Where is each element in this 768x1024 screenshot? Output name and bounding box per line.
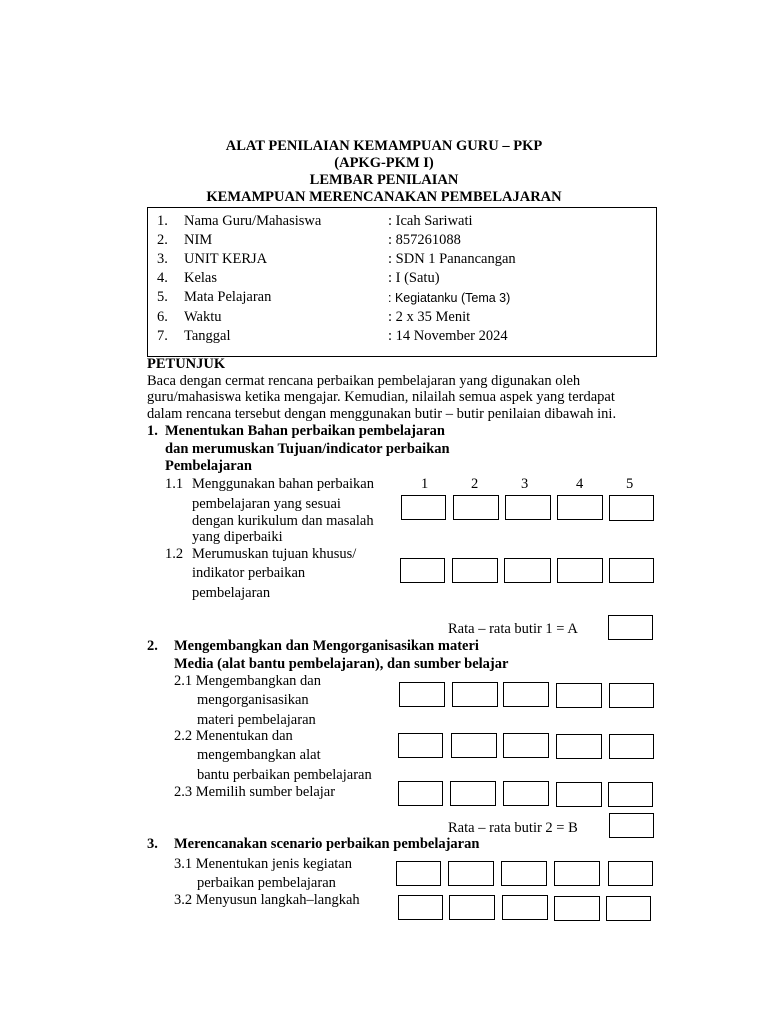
scale-label-1: 1 — [421, 476, 429, 492]
item-2-2-line1: 2.2 Menentukan dan — [174, 728, 293, 744]
item-1-2-line2: indikator perbaikan — [192, 565, 306, 581]
item-1-1-line1: Menggunakan bahan perbaikan — [192, 476, 374, 492]
score-box-2-2-4[interactable] — [556, 734, 602, 759]
score-box-1-2-5[interactable] — [609, 558, 654, 583]
score-box-2-1-5[interactable] — [609, 683, 654, 708]
identity-label-kelas: Kelas — [184, 270, 218, 286]
doc-title-line2: (APKG-PKM I) — [334, 155, 434, 171]
petunjuk-line-1: Baca dengan cermat rencana perbaikan pembelajaran yang digunakan oleh — [147, 373, 581, 389]
identity-label-mapel: Mata Pelajaran — [184, 289, 272, 305]
score-box-3-2-1[interactable] — [398, 895, 443, 920]
item-2-1-line3: materi pembelajaran — [197, 712, 316, 728]
average-label-1: Rata – rata butir 1 = A — [448, 621, 578, 637]
item-3-1-line2: perbaikan pembelajaran — [197, 875, 336, 891]
identity-num-1: 1. — [157, 213, 168, 229]
scale-label-3: 3 — [521, 476, 529, 492]
identity-num-3: 3. — [157, 251, 168, 267]
average-box-1[interactable] — [608, 615, 653, 640]
score-box-3-2-3[interactable] — [502, 895, 548, 920]
item-1-1-number: 1.1 — [165, 476, 184, 492]
score-box-2-2-3[interactable] — [503, 733, 549, 758]
score-box-3-1-3[interactable] — [501, 861, 547, 886]
identity-num-7: 7. — [157, 328, 168, 344]
score-box-3-1-1[interactable] — [396, 861, 441, 886]
identity-value-waktu: : 2 x 35 Menit — [388, 309, 471, 325]
doc-title-line1: ALAT PENILAIAN KEMAMPUAN GURU – PKP — [225, 138, 543, 154]
section1-title-line2: dan merumuskan Tujuan/indicator perbaikan — [165, 441, 450, 457]
item-1-1-line4: yang diperbaiki — [192, 529, 283, 545]
identity-value-name: : Icah Sariwati — [388, 213, 473, 229]
score-box-3-1-5[interactable] — [608, 861, 653, 886]
identity-label-tanggal: Tanggal — [184, 328, 231, 344]
section1-number: 1. — [147, 423, 158, 439]
identity-num-5: 5. — [157, 289, 168, 305]
average-label-2: Rata – rata butir 2 = B — [448, 820, 578, 836]
score-box-1-1-1[interactable] — [401, 495, 446, 520]
identity-label-waktu: Waktu — [184, 309, 222, 325]
petunjuk-heading: PETUNJUK — [147, 356, 226, 372]
section2-title-line1: Mengembangkan dan Mengorganisasikan materi — [174, 638, 479, 654]
score-box-3-1-2[interactable] — [448, 861, 494, 886]
score-box-1-1-2[interactable] — [453, 495, 499, 520]
item-2-1-line1: 2.1 Mengembangkan dan — [174, 673, 321, 689]
score-box-2-3-2[interactable] — [450, 781, 496, 806]
score-box-1-1-4[interactable] — [557, 495, 603, 520]
score-box-2-3-5[interactable] — [608, 782, 653, 807]
identity-label-unit: UNIT KERJA — [184, 251, 268, 267]
score-box-1-2-3[interactable] — [504, 558, 551, 583]
score-box-1-2-2[interactable] — [452, 558, 498, 583]
scale-label-2: 2 — [471, 476, 479, 492]
section1-title-line1: Menentukan Bahan perbaikan pembelajaran — [165, 423, 445, 439]
average-box-2[interactable] — [609, 813, 654, 838]
item-3-1-line1: 3.1 Menentukan jenis kegiatan — [174, 856, 352, 872]
section2-title-line2: Media (alat bantu pembelajaran), dan sumber belajar — [174, 656, 509, 672]
score-box-3-2-2[interactable] — [449, 895, 495, 920]
item-1-2-line3: pembelajaran — [192, 585, 271, 601]
score-box-2-2-1[interactable] — [398, 733, 443, 758]
item-1-1-line2: pembelajaran yang sesuai — [192, 496, 341, 512]
item-3-2-line1: 3.2 Menyusun langkah–langkah — [174, 892, 360, 908]
doc-title-line4: KEMAMPUAN MERENCANAKAN PEMBELAJARAN — [206, 189, 562, 205]
scale-label-4: 4 — [576, 476, 584, 492]
score-box-2-3-1[interactable] — [398, 781, 443, 806]
score-box-3-1-4[interactable] — [554, 861, 600, 886]
identity-value-mapel: : Kegiatanku (Tema 3) — [388, 291, 511, 305]
score-box-3-2-5[interactable] — [606, 896, 651, 921]
item-2-1-line2: mengorganisasikan — [197, 692, 309, 708]
identity-label-name: Nama Guru/Mahasiswa — [184, 213, 322, 229]
score-box-2-2-5[interactable] — [609, 734, 654, 759]
section3-number: 3. — [147, 836, 158, 852]
identity-value-tanggal: : 14 November 2024 — [388, 328, 508, 344]
identity-label-nim: NIM — [184, 232, 213, 248]
score-box-2-2-2[interactable] — [451, 733, 497, 758]
score-box-2-3-3[interactable] — [503, 781, 549, 806]
score-box-2-1-1[interactable] — [399, 682, 445, 707]
identity-value-nim: : 857261088 — [388, 232, 461, 248]
score-box-2-1-4[interactable] — [556, 683, 602, 708]
item-1-1-line3: dengan kurikulum dan masalah — [192, 513, 374, 529]
score-box-1-1-3[interactable] — [505, 495, 551, 520]
item-2-2-line2: mengembangkan alat — [197, 747, 321, 763]
section1-title-line3: Pembelajaran — [165, 458, 252, 474]
identity-num-6: 6. — [157, 309, 168, 325]
item-1-2-number: 1.2 — [165, 546, 184, 562]
score-box-3-2-4[interactable] — [554, 896, 600, 921]
score-box-2-1-2[interactable] — [452, 682, 498, 707]
section2-number: 2. — [147, 638, 158, 654]
identity-num-4: 4. — [157, 270, 168, 286]
score-box-1-1-5[interactable] — [609, 495, 654, 521]
score-box-2-3-4[interactable] — [556, 782, 602, 807]
petunjuk-line-2: guru/mahasiswa ketika mengajar. Kemudian, nilailah semua aspek yang terdapat — [147, 389, 615, 405]
section3-title: Merencanakan scenario perbaikan pembelajaran — [174, 836, 480, 852]
identity-value-kelas: : I (Satu) — [388, 270, 440, 286]
scale-label-5: 5 — [626, 476, 634, 492]
score-box-1-2-1[interactable] — [400, 558, 445, 583]
doc-title-line3: LEMBAR PENILAIAN — [309, 172, 459, 188]
item-1-2-line1: Merumuskan tujuan khusus/ — [192, 546, 357, 562]
item-2-2-line3: bantu perbaikan pembelajaran — [197, 767, 372, 783]
item-2-3-line1: 2.3 Memilih sumber belajar — [174, 784, 336, 800]
identity-value-unit: : SDN 1 Panancangan — [388, 251, 516, 267]
score-box-2-1-3[interactable] — [503, 682, 549, 707]
identity-num-2: 2. — [157, 232, 168, 248]
petunjuk-line-3: dalam rencana tersebut dengan menggunakan butir – butir penilaian dibawah ini. — [147, 406, 617, 422]
score-box-1-2-4[interactable] — [557, 558, 603, 583]
